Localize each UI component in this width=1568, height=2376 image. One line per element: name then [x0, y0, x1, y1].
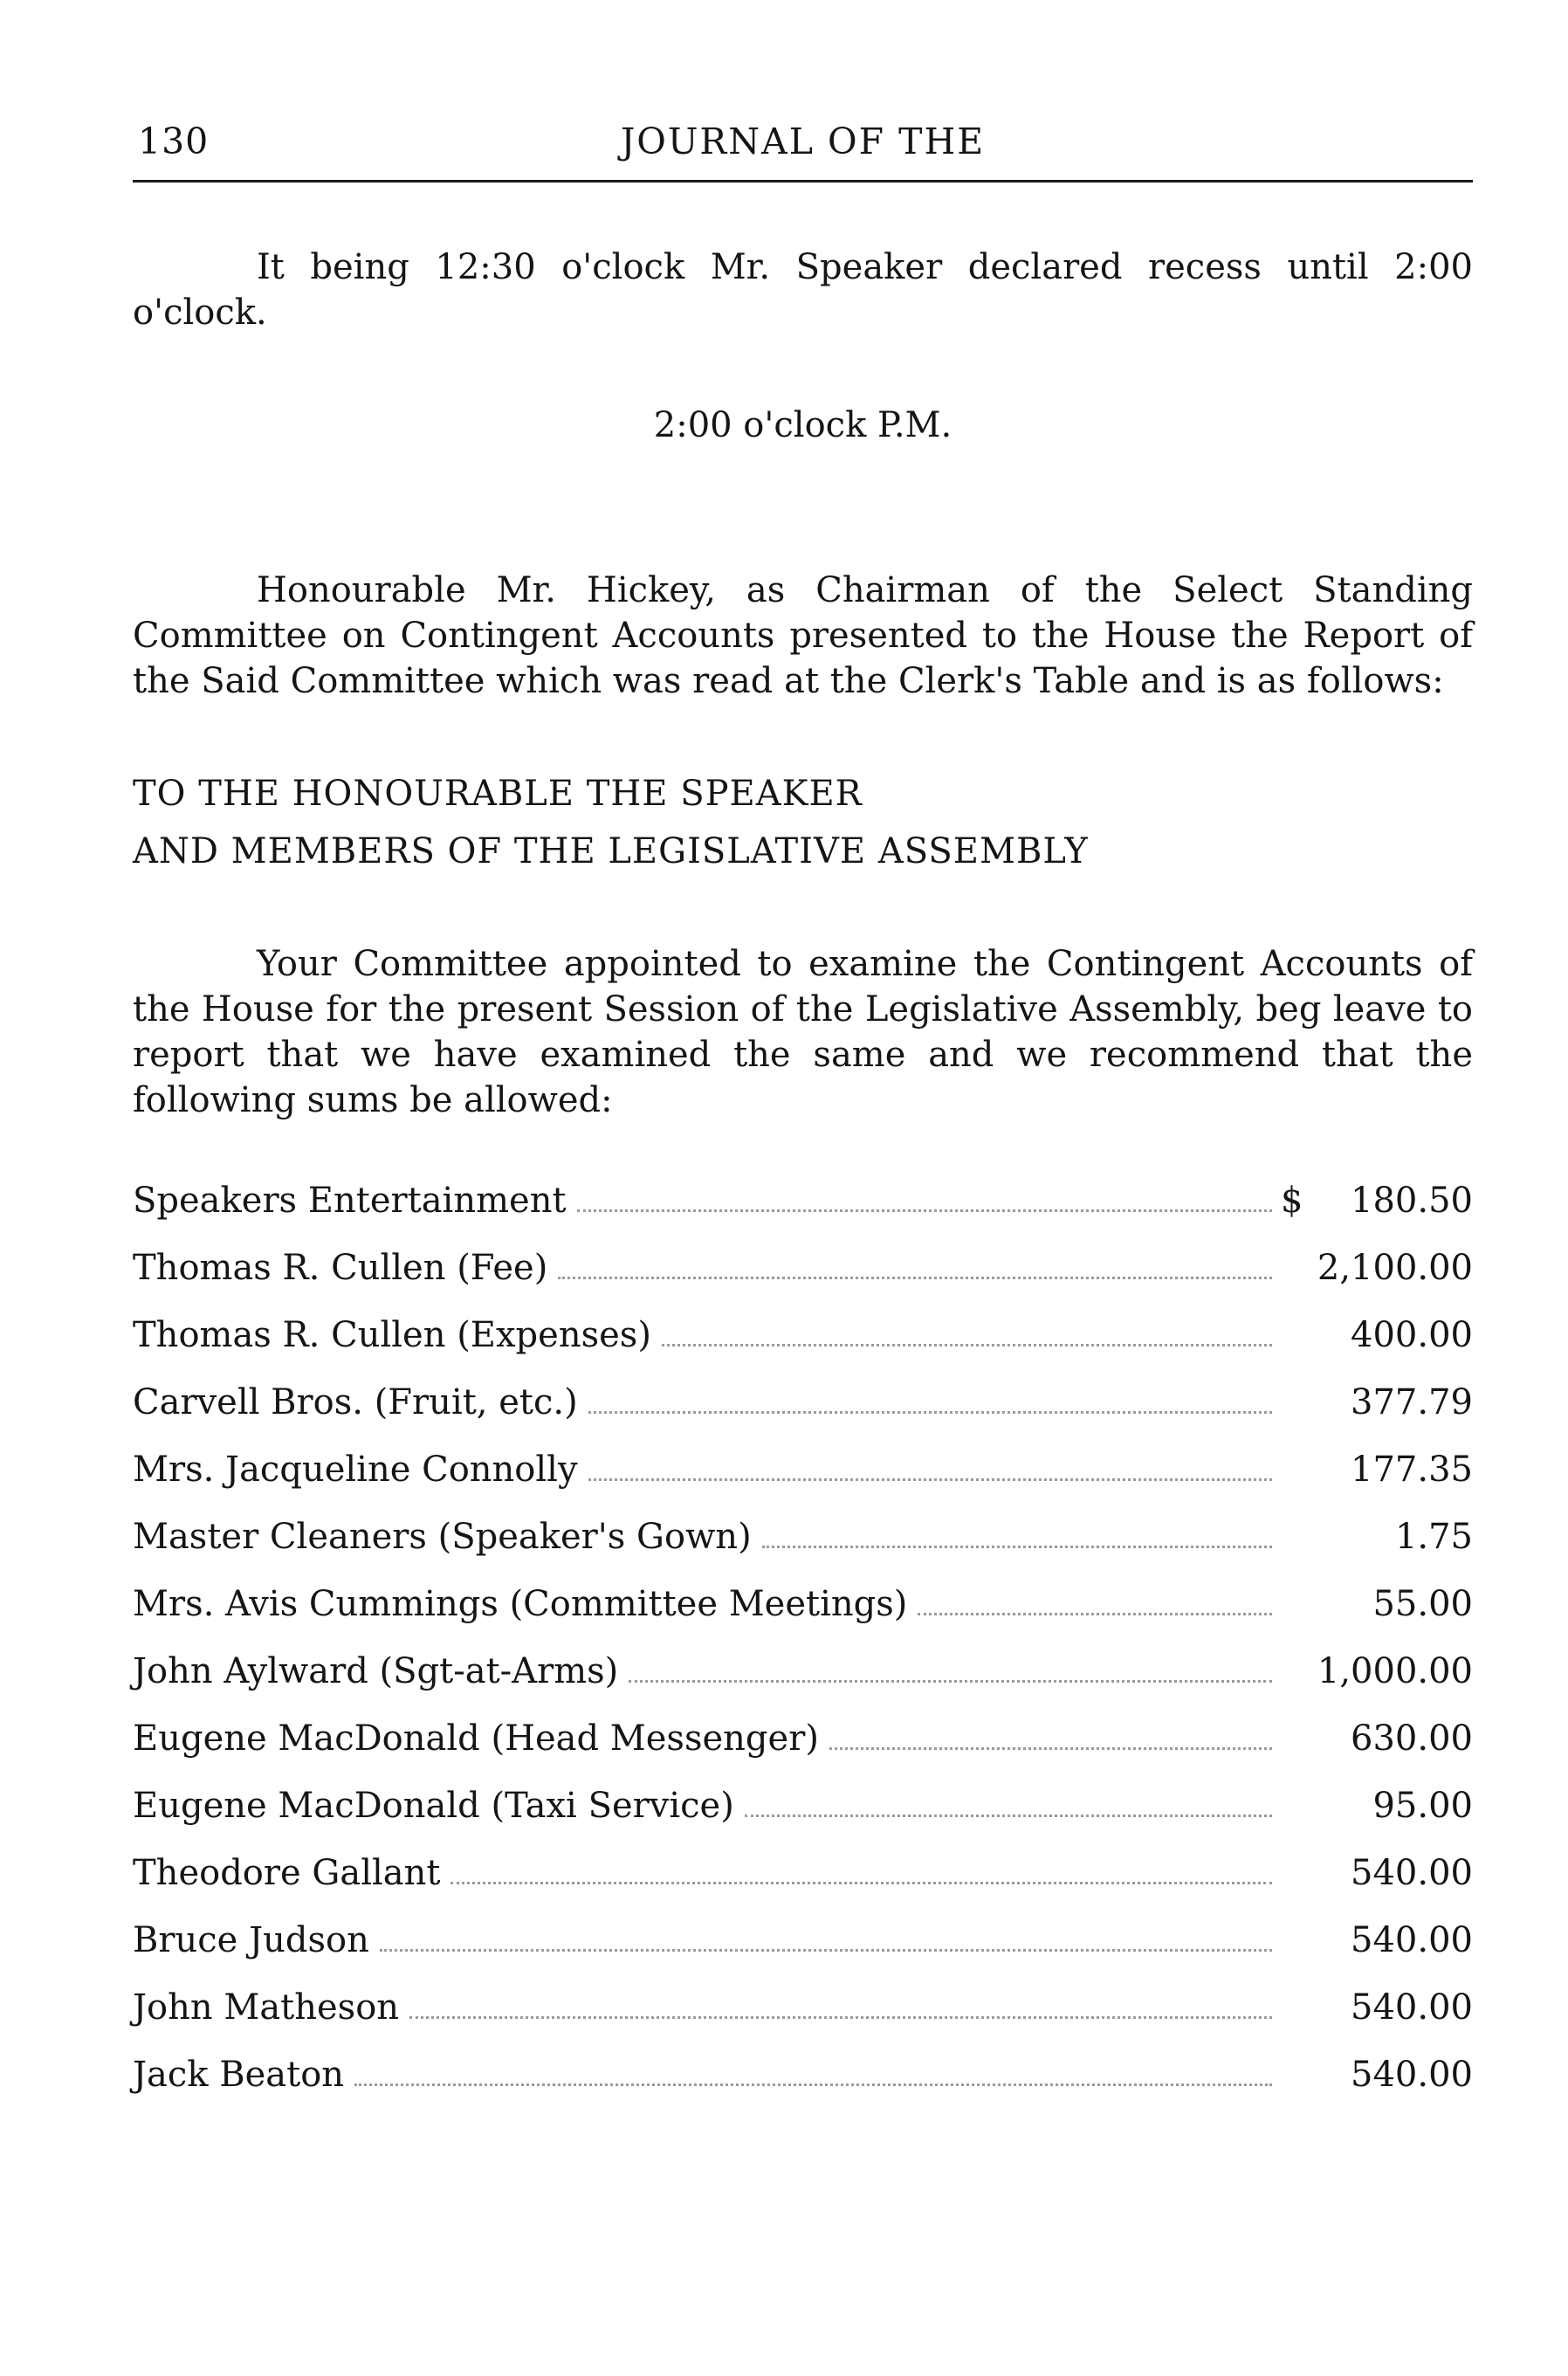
dot-leader [380, 1949, 1272, 1952]
account-amount: 2,100.00 [1317, 1248, 1473, 1288]
dot-leader [588, 1478, 1272, 1481]
account-name: Carvell Bros. (Fruit, etc.) [133, 1382, 578, 1422]
account-name: Master Cleaners (Speaker's Gown) [133, 1517, 752, 1557]
currency-symbol: $ [1281, 1181, 1303, 1221]
address-line-1: TO THE HONOURABLE THE SPEAKER [133, 774, 863, 814]
account-amount: 540.00 [1351, 1853, 1473, 1893]
dot-leader [745, 1815, 1272, 1817]
account-name: John Matheson [133, 1987, 400, 2028]
account-name: Theodore Gallant [133, 1853, 441, 1893]
account-row [133, 1450, 1473, 1517]
dot-leader [918, 1613, 1272, 1615]
header-rule [133, 180, 1473, 183]
account-row [133, 1853, 1473, 1920]
account-row [133, 1987, 1473, 2055]
account-amount: 177.35 [1351, 1450, 1473, 1490]
report-paragraph: Your Committee appointed to examine the Contingent Accounts of the House for the present Session of the Legislative Assembly, beg leave to report that we have examined the same and we recommend that the following sums be allowed: [133, 944, 1473, 1120]
account-row [133, 1718, 1473, 1786]
account-name: Eugene MacDonald (Taxi Service) [133, 1786, 734, 1826]
account-name: Mrs. Jacqueline Connolly [133, 1450, 578, 1490]
account-amount: 180.50 [1351, 1181, 1473, 1221]
account-amount: 55.00 [1372, 1584, 1473, 1624]
account-name: Bruce Judson [133, 1920, 369, 1960]
address-line-2: AND MEMBERS OF THE LEGISLATIVE ASSEMBLY [133, 831, 1089, 871]
account-amount: 630.00 [1351, 1718, 1473, 1759]
account-name: John Aylward (Sgt-at-Arms) [133, 1651, 619, 1691]
account-name: Thomas R. Cullen (Fee) [133, 1248, 548, 1288]
account-row [133, 1382, 1473, 1450]
running-head: JOURNAL OF THE [620, 121, 986, 162]
account-amount: 1.75 [1394, 1517, 1473, 1557]
account-name: Thomas R. Cullen (Expenses) [133, 1315, 651, 1355]
time-heading: 2:00 o'clock P.M. [653, 405, 952, 445]
account-amount: 400.00 [1351, 1315, 1473, 1355]
account-amount: 540.00 [1351, 2055, 1473, 2095]
dot-leader [629, 1680, 1272, 1683]
account-name: Jack Beaton [133, 2055, 345, 2095]
page-header [133, 121, 1473, 173]
account-row [133, 1315, 1473, 1382]
account-amount: 540.00 [1351, 1987, 1473, 2028]
account-row [133, 1920, 1473, 1987]
dot-leader [450, 1882, 1272, 1884]
account-name: Mrs. Avis Cummings (Committee Meetings) [133, 1584, 908, 1624]
account-row [133, 1248, 1473, 1315]
account-row [133, 2055, 1473, 2122]
dot-leader [762, 1546, 1272, 1548]
page-number: 130 [138, 121, 210, 162]
account-name: Eugene MacDonald (Head Messenger) [133, 1718, 819, 1759]
dot-leader [588, 1411, 1272, 1414]
dot-leader [354, 2083, 1272, 2086]
account-amount: 540.00 [1351, 1920, 1473, 1960]
recess-paragraph: It being 12:30 o'clock Mr. Speaker declared recess until 2:00 o'clock. [133, 247, 1473, 333]
account-amount: 1,000.00 [1317, 1651, 1473, 1691]
account-row [133, 1786, 1473, 1853]
presentation-paragraph: Honourable Mr. Hickey, as Chairman of the Select Standing Committee on Contingent Accounts presented to the House the Report of the Said Committee which was read at the Clerk's Table and is as follows: [133, 570, 1473, 701]
account-row [133, 1584, 1473, 1651]
account-amount: 95.00 [1372, 1786, 1473, 1826]
account-row [133, 1651, 1473, 1718]
dot-leader [577, 1209, 1272, 1212]
accounts-list [133, 1181, 1473, 2122]
dot-leader [409, 2016, 1272, 2019]
dot-leader [829, 1747, 1272, 1750]
account-name: Speakers Entertainment [133, 1181, 567, 1221]
account-row [133, 1181, 1473, 1248]
account-row [133, 1517, 1473, 1584]
dot-leader [558, 1277, 1272, 1279]
dot-leader [662, 1344, 1272, 1346]
account-amount: 377.79 [1351, 1382, 1473, 1422]
